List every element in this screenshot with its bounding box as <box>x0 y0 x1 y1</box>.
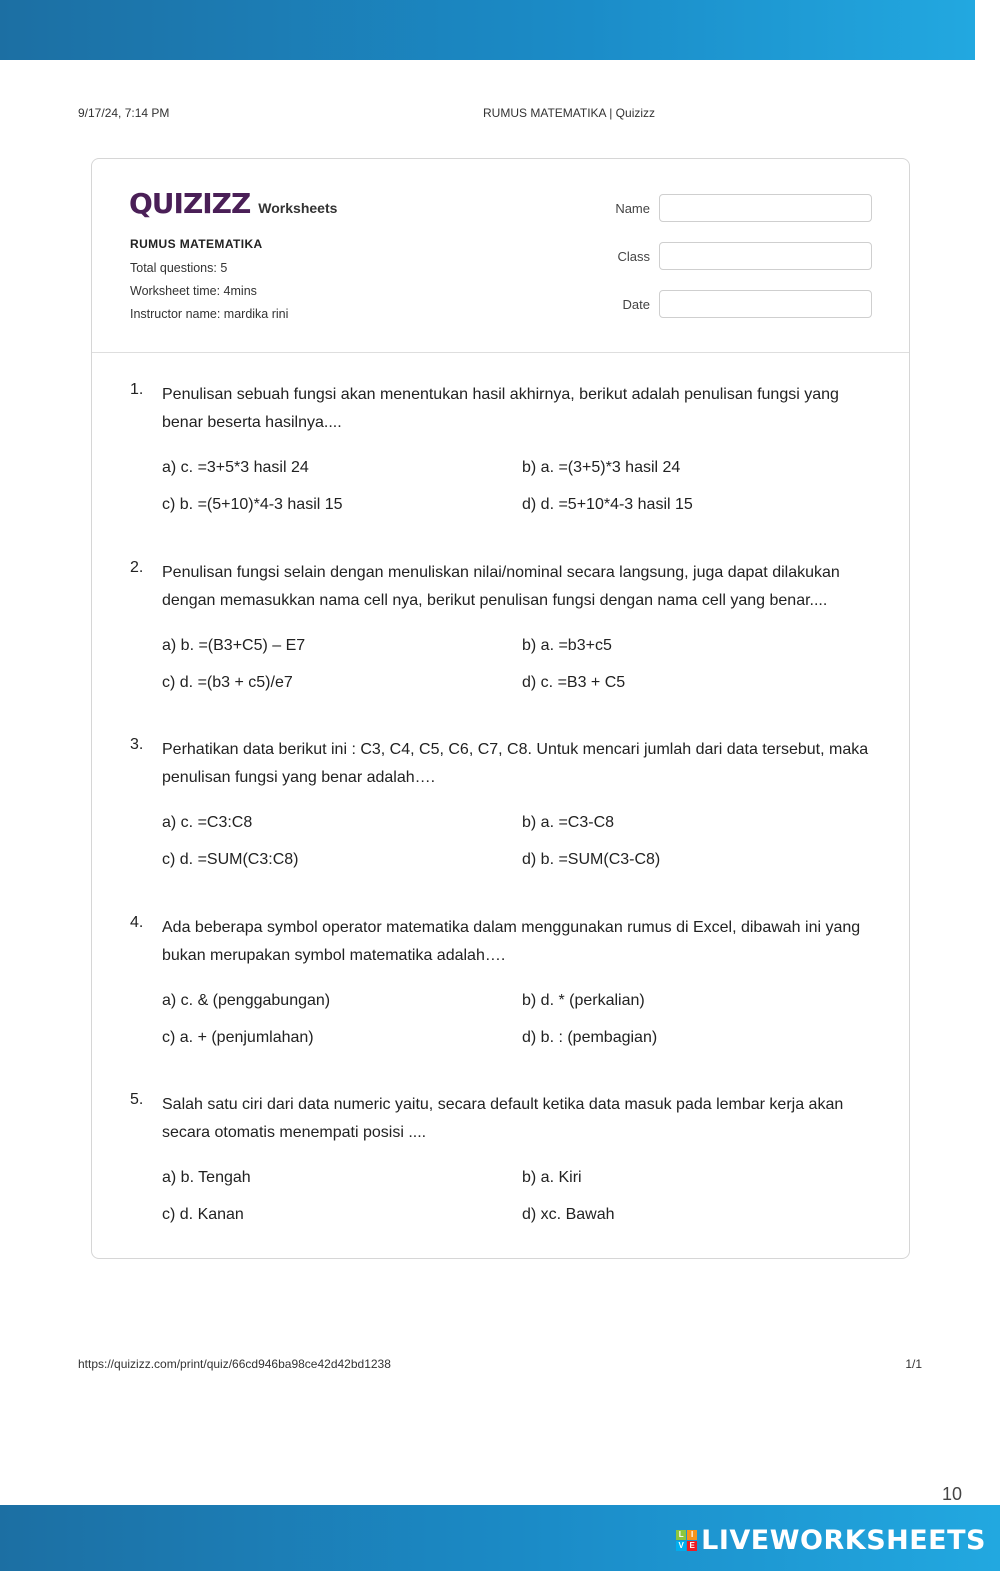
mark-letter: L <box>676 1530 686 1540</box>
top-banner <box>0 0 975 60</box>
quizizz-logo <box>129 187 337 220</box>
name-field[interactable] <box>659 194 872 222</box>
option-b[interactable]: b) d. * (perkalian) <box>522 992 645 1009</box>
question-number: 3. <box>130 736 144 753</box>
total-questions: Total questions: 5 <box>130 261 228 275</box>
class-field[interactable] <box>659 242 872 270</box>
print-url: https://quizizz.com/print/quiz/66cd946ba98ce42d42bd1238 <box>78 1357 391 1371</box>
option-a[interactable]: a) c. & (penggabungan) <box>162 992 331 1009</box>
worksheet-card <box>91 158 910 1259</box>
class-label: Class <box>617 249 650 264</box>
option-b[interactable]: b) a. Kiri <box>522 1169 582 1186</box>
name-label: Name <box>615 201 650 216</box>
worksheet-header <box>92 159 909 353</box>
option-d[interactable]: d) b. : (pembagian) <box>522 1029 658 1046</box>
mark-letter: V <box>676 1541 686 1551</box>
option-c[interactable]: c) d. =SUM(C3:C8) <box>162 851 299 868</box>
liveworksheets-logo <box>676 1525 986 1556</box>
print-header <box>78 106 922 122</box>
quizizz-logo-word: QUIZIZZ <box>129 187 251 220</box>
liveworksheets-mark-icon <box>676 1530 697 1551</box>
worksheet-time: Worksheet time: 4mins <box>130 284 257 298</box>
print-page-count: 1/1 <box>905 1357 922 1371</box>
date-field[interactable] <box>659 290 872 318</box>
option-a[interactable]: a) c. =C3:C8 <box>162 814 253 831</box>
question-text: Penulisan fungsi selain dengan menuliskan nilai/nominal secara langsung, juga dapat dilakukan dengan memasukkan nama cell nya, berikut penulisan fungsi dengan nama cell yang benar.... <box>162 564 840 609</box>
option-a[interactable]: a) c. =3+5*3 hasil 24 <box>162 459 309 476</box>
date-label: Date <box>622 297 650 312</box>
question-number: 4. <box>130 914 144 931</box>
option-c[interactable]: c) d. Kanan <box>162 1206 244 1223</box>
question-number: 1. <box>130 381 144 398</box>
option-d[interactable]: d) xc. Bawah <box>522 1206 615 1223</box>
question-text: Perhatikan data berikut ini : C3, C4, C5, C6, C7, C8. Untuk mencari jumlah dari data tersebut, maka penulisan fungsi yang benar adalah…. <box>162 741 869 786</box>
option-b[interactable]: b) a. =C3-C8 <box>522 814 615 831</box>
question-number: 2. <box>130 559 144 576</box>
question-number: 5. <box>130 1091 144 1108</box>
option-b[interactable]: b) a. =(3+5)*3 hasil 24 <box>522 459 681 476</box>
option-c[interactable]: c) a. + (penjumlahan) <box>162 1029 314 1046</box>
question-text: Salah satu ciri dari data numeric yaitu, secara default ketika data masuk pada lembar kerja akan secara otomatis menempati posisi .... <box>162 1096 844 1141</box>
logo-subtitle: Worksheets <box>258 200 338 216</box>
option-d[interactable]: d) c. =B3 + C5 <box>522 674 626 691</box>
liveworksheets-wordmark: LIVEWORKSHEETS <box>701 1525 986 1556</box>
question-text: Ada beberapa symbol operator matematika dalam menggunakan rumus di Excel, dibawah ini yang bukan merupakan symbol matematika adalah…. <box>162 919 861 964</box>
mark-letter: E <box>687 1541 697 1551</box>
bottom-banner <box>0 1505 1000 1571</box>
question-text: Penulisan sebuah fungsi akan menentukan hasil akhirnya, berikut adalah penulisan fungsi yang benar beserta hasilnya.... <box>162 386 839 431</box>
option-a[interactable]: a) b. Tengah <box>162 1169 251 1186</box>
print-footer <box>78 1357 922 1373</box>
option-c[interactable]: c) d. =(b3 + c5)/e7 <box>162 674 293 691</box>
option-d[interactable]: d) b. =SUM(C3-C8) <box>522 851 661 868</box>
page-number: 10 <box>941 1484 962 1504</box>
option-a[interactable]: a) b. =(B3+C5) – E7 <box>162 637 306 654</box>
option-b[interactable]: b) a. =b3+c5 <box>522 637 612 654</box>
mark-letter: I <box>687 1530 697 1540</box>
worksheet-title: RUMUS MATEMATIKA <box>130 237 263 251</box>
option-d[interactable]: d) d. =5+10*4-3 hasil 15 <box>522 496 693 513</box>
print-title: RUMUS MATEMATIKA | Quizizz <box>483 106 656 120</box>
instructor-name: Instructor name: mardika rini <box>130 307 289 321</box>
option-c[interactable]: c) b. =(5+10)*4-3 hasil 15 <box>162 496 343 513</box>
print-date: 9/17/24, 7:14 PM <box>78 106 170 120</box>
